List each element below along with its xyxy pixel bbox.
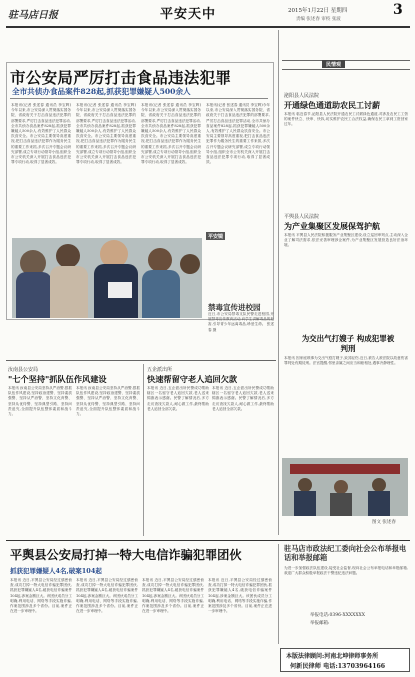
student-figure xyxy=(148,248,172,272)
court-photo xyxy=(282,458,408,516)
person-figure xyxy=(298,478,312,492)
paper-logo: 驻马店日报 xyxy=(8,10,58,21)
student-figure xyxy=(180,254,200,274)
date-line: 2015年1月22日 星期四 xyxy=(288,8,348,14)
mid-right-source: 五企派出所 xyxy=(147,367,173,373)
ad-divider xyxy=(278,544,279,644)
lead-subheadline: 全市共侦办食品案件828起,抓获犯罪嫌疑人500余人 xyxy=(12,87,191,96)
lead-body-col2: 本报讯(记者 张述春 通讯员 李宝辉)今年以来,市公安局深入贯彻落实国务院、省政府关于打击食品违法犯罪的部署要求,严厉打击食品违法犯罪活动,全市共侦办食品案件828起,抓获犯罪嫌疑人500余人,有效维护了人民群众饮食安全。市公安局主要领导高度重视,把打击食品违法犯罪作为服务民生的重要工作来抓,多次召开专题会议研究部署,成立专项行动领导小组,组织全市公安机关深入开展打击食品违法犯罪专项行动,取得了显著成效。 xyxy=(76,103,136,165)
mid-left-body-col2: 本报讯 汝南县公安局坚持从严治警,狠抓队伍作风建设,坚持政治建警、坚持素质强警、坚持从严治警、坚持文化育警、坚持从优待警、坚持典型引路、坚持问责追究,全面提升队伍整体素质和战斗力。 xyxy=(76,386,140,417)
bottom-body-col2: 本报讯 近日,平舆县公安局经过缜密侦查,成功打掉一特大电信诈骗犯罪团伙,抓获犯罪嫌疑人4名,破获电信诈骗案件104起,涉案金额巨大。该团伙成员分工明确,利用电话、网络等手段实施诈骗,作案范围涉及多个省份。目前,案件正在进一步审理中。 xyxy=(76,578,138,614)
ad-phone-label: 举报电话: xyxy=(310,613,330,618)
person-figure xyxy=(330,493,352,516)
person-figure xyxy=(372,478,386,492)
sidebar-divider xyxy=(278,30,279,535)
sidebar-item-title: 为交出气打嫂子 构成犯罪被判刑 xyxy=(301,334,395,353)
caption-title: 禁毒宣传进校园 xyxy=(208,303,261,312)
page-number: 3 xyxy=(393,2,403,18)
mid-left-body-col1: 本报讯 汝南县公安局坚持从严治警,狠抓队伍作风建设,坚持政治建警、坚持素质强警、坚持从严治警、坚持文化育警、坚持从优待警、坚持典型引路、坚持问责追究,全面提升队伍整体素质和战斗力。 xyxy=(8,386,72,417)
lead-body-col4: 本报讯(记者 张述春 通讯员 李宝辉)今年以来,市公安局深入贯彻落实国务院、省政府关于打击食品违法犯罪的部署要求,严厉打击食品违法犯罪活动,全市共侦办食品案件828起,抓获犯罪嫌疑人500余人,有效维护了人民群众饮食安全。市公安局主要领导高度重视,把打击食品违法犯罪作为服务民生的重要工作来抓,多次召开专题会议研究部署,成立专项行动领导小组,组织全市公安机关深入开展打击食品违法犯罪专项行动,取得了显著成效。 xyxy=(206,103,270,165)
mid-right-body-col1: 本报讯 近日,五企派出所民警成功帮助辖区一名留守老人追回欠款,老人送来锦旗表示感谢。民警了解情况后,多方走访查找欠款人,耐心做工作,最终帮助老人追回全部欠款。 xyxy=(147,386,209,411)
sidebar-item-body: 本报讯 因家庭琐事为交出气殴打嫂子,致其轻伤,近日,被告人被法院以故意伤害罪判处有期徒刑。法官提醒,邻里亲属之间应当和睦相处,遇事冷静理性。 xyxy=(284,356,408,366)
sidebar-item-source: 平舆县人民法院 xyxy=(284,214,320,220)
person-figure xyxy=(334,480,348,494)
students-photo xyxy=(12,238,202,318)
caption-body: 近日,市公安局禁毒支队民警走进校园,开展禁毒宣传教育活动,向学生讲解毒品的危害,引导青少年远离毒品,珍爱生命。 张述春 摄 xyxy=(208,312,274,332)
ad-email-label: 举报邮箱: xyxy=(310,621,330,626)
bottom-body-col1: 本报讯 近日,平舆县公安局经过缜密侦查,成功打掉一特大电信诈骗犯罪团伙,抓获犯罪嫌疑人4名,破获电信诈骗案件104起,涉案金额巨大。该团伙成员分工明确,利用电话、网络等手段实施诈骗,作案范围涉及多个省份。目前,案件正在进一步审理中。 xyxy=(10,578,72,614)
student-figure xyxy=(16,272,52,318)
sidebar-item-body: 本报讯 平舆县人民法院积极服务产业集聚区建设,设立巡回审判点,主动深入企业了解司法需求,依法妥善审理涉企案件,为产业集聚区发展营造良好法治环境。 xyxy=(284,233,408,248)
sidebar-item-title: 开通绿色通道助农民工讨薪 xyxy=(284,100,380,110)
mid-left-source: 汝南县公安局 xyxy=(8,367,39,373)
lead-headline: 市公安局严厉打击食品违法犯罪 xyxy=(10,68,232,87)
editor-line: 责编 张述春 审校 张波 xyxy=(296,17,341,22)
mid-right-body-col2: 本报讯 近日,五企派出所民警成功帮助辖区一名留守老人追回欠款,老人送来锦旗表示感谢。民警了解情况后,多方走访查找欠款人,耐心做工作,最终帮助老人追回全部欠款。 xyxy=(212,386,274,411)
mid-left-title: "七个坚持"抓队伍作风建设 xyxy=(8,374,107,384)
bottom-subheadline: 抓获犯罪嫌疑人4名,破案104起 xyxy=(10,567,102,575)
sidebar-header-band xyxy=(282,60,410,70)
mid-right-title: 快速帮留守老人追回欠款 xyxy=(147,374,238,384)
ad-title: 驻马店市政法纪工委向社会公布举报电话和举报邮箱 xyxy=(284,544,407,562)
masthead-rule xyxy=(6,26,410,28)
leaflet xyxy=(108,282,132,298)
bottom-body-col3: 本报讯 近日,平舆县公安局经过缜密侦查,成功打掉一特大电信诈骗犯罪团伙,抓获犯罪嫌疑人4名,破获电信诈骗案件104起,涉案金额巨大。该团伙成员分工明确,利用电话、网络等手段实施诈骗,作案范围涉及多个省份。目前,案件正在进一步审理中。 xyxy=(142,578,204,614)
sidebar-header-tag: 民情观 xyxy=(322,60,345,68)
person-figure xyxy=(294,491,316,516)
ad-phone-line xyxy=(310,612,365,618)
lead-body-col1: 本报讯(记者 张述春 通讯员 李宝辉)今年以来,市公安局深入贯彻落实国务院、省政府关于打击食品违法犯罪的部署要求,严厉打击食品违法犯罪活动,全市共侦办食品案件828起,抓获犯罪嫌疑人500余人,有效维护了人民群众饮食安全。市公安局主要领导高度重视,把打击食品违法犯罪作为服务民生的重要工作来抓,多次召开专题会议研究部署,成立专项行动领导小组,组织全市公安机关深入开展打击食品违法犯罪专项行动,取得了显著成效。 xyxy=(11,103,71,165)
sidebar-credit: 图文 张述春 xyxy=(372,520,396,525)
caption-tag: 平安镜 xyxy=(208,233,224,240)
footer-line1: 本版法律顾问:河南北坤律师事务所 xyxy=(286,653,379,660)
mid-divider xyxy=(143,364,144,536)
bottom-body-col4: 本报讯 近日,平舆县公安局经过缜密侦查,成功打掉一特大电信诈骗犯罪团伙,抓获犯罪嫌疑人4名,破获电信诈骗案件104起,涉案金额巨大。该团伙成员分工明确,利用电话、网络等手段实施诈骗,作案范围涉及多个省份。目前,案件正在进一步审理中。 xyxy=(208,578,272,614)
sidebar-item-source: 泌阳县人民法院 xyxy=(284,93,320,99)
bottom-headline: 平舆县公安局打掉一特大电信诈骗犯罪团伙 xyxy=(10,548,242,562)
ad-phone: 0396-XXXXXXX xyxy=(329,613,365,618)
footer-line2: 何新民律师 电话:13703964166 xyxy=(290,663,386,670)
ad-body: 为进一步加强政法队伍建设,接受社会监督,现向社会公布举报电话和举报邮箱,欢迎广大群众积极举报政法干警违纪违法问题。 xyxy=(284,566,408,576)
student-figure xyxy=(56,244,80,268)
banner xyxy=(290,464,400,474)
lead-body-col3: 本报讯(记者 张述春 通讯员 李宝辉)今年以来,市公安局深入贯彻落实国务院、省政府关于打击食品违法犯罪的部署要求,严厉打击食品违法犯罪活动,全市共侦办食品案件828起,抓获犯罪嫌疑人500余人,有效维护了人民群众饮食安全。市公安局主要领导高度重视,把打击食品违法犯罪作为服务民生的重要工作来抓,多次召开专题会议研究部署,成立专项行动领导小组,组织全市公安机关深入开展打击食品违法犯罪专项行动,取得了显著成效。 xyxy=(141,103,201,165)
sidebar-item-title: 为产业集聚区发展保驾护航 xyxy=(284,221,380,231)
student-figure xyxy=(142,270,180,318)
lead-sub-rule xyxy=(10,98,268,99)
person-figure xyxy=(368,491,390,516)
section-title: 平安天中 xyxy=(160,7,217,22)
student-figure xyxy=(50,266,88,318)
mid-rule xyxy=(6,360,276,361)
sidebar-item-body: 本报讯 临近春节,泌阳县人民法院开通农民工讨薪绿色通道,对涉及农民工工资的案件快立、快审、快执,切实维护农民工合法权益,确保农民工拿到工资回家过年。 xyxy=(284,112,408,127)
bottom-rule xyxy=(6,540,410,541)
